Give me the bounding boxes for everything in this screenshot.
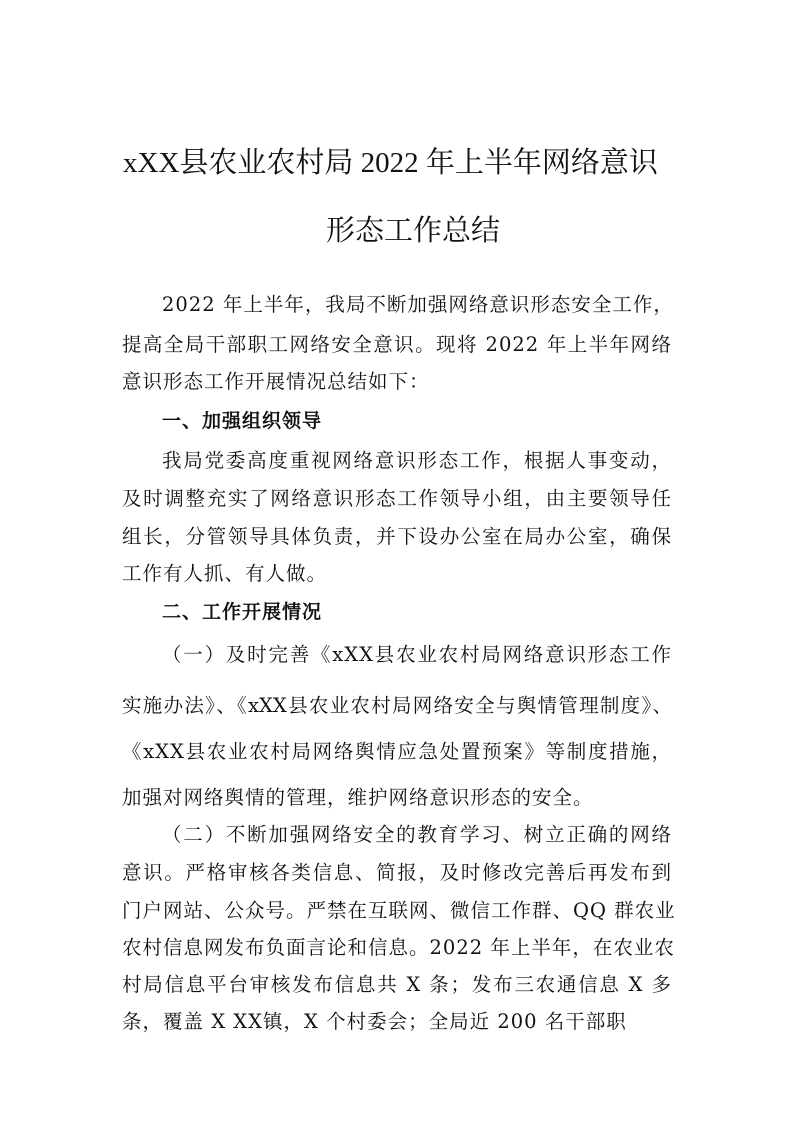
paragraph-line: 《xXX县农业农村局网络舆情应急处置预案》等制度措施， <box>122 740 672 763</box>
paragraph-line: 意识。严格审核各类信息、简报，及时修改完善后再发布到 <box>122 861 672 884</box>
paragraph-line: 条，覆盖 X XX镇，X 个村委会；全局近 200 名干部职 <box>122 1010 627 1033</box>
paragraph-line: （二）不断加强网络安全的教育学习、树立正确的网络 <box>162 823 672 846</box>
paragraph-line: 2022 年上半年，我局不断加强网络意识形态安全工作， <box>162 293 674 316</box>
paragraph-line: 意识形态工作开展情况总结如下： <box>122 370 430 393</box>
paragraph-line: 工作有人抓、有人做。 <box>122 562 328 585</box>
paragraph-line: 提高全局干部职工网络安全意识。现将 2022 年上半年网络 <box>122 333 672 356</box>
paragraph-line: 门户网站、公众号。严禁在互联网、微信工作群、QQ 群农业 <box>122 899 676 922</box>
document-title-line1: xXX县农业农村局 2022 年上半年网络意识 <box>123 147 658 179</box>
paragraph-line: 我局党委高度重视网络意识形态工作，根据人事变动， <box>162 449 672 472</box>
paragraph-line: 组长，分管领导具体负责，并下设办公室在局办公室，确保 <box>122 525 672 548</box>
paragraph-line: 农村信息网发布负面言论和信息。2022 年上半年，在农业农 <box>122 936 675 959</box>
paragraph-line: 村局信息平台审核发布信息共 X 条；发布三农通信息 X 多 <box>122 973 672 996</box>
paragraph-line: （一）及时完善《xXX县农业农村局网络意识形态工作 <box>162 643 672 666</box>
paragraph-line: 及时调整充实了网络意识形态工作领导小组，由主要领导任 <box>122 487 672 510</box>
paragraph-line: 加强对网络舆情的管理，维护网络意识形态的安全。 <box>122 786 594 809</box>
document-title-line2: 形态工作总结 <box>326 215 501 247</box>
paragraph-line: 实施办法》、《xXX县农业农村局网络安全与舆情管理制度》、 <box>122 694 672 717</box>
section-heading: 二、工作开展情况 <box>162 601 323 623</box>
section-heading: 一、加强组织领导 <box>162 410 323 432</box>
